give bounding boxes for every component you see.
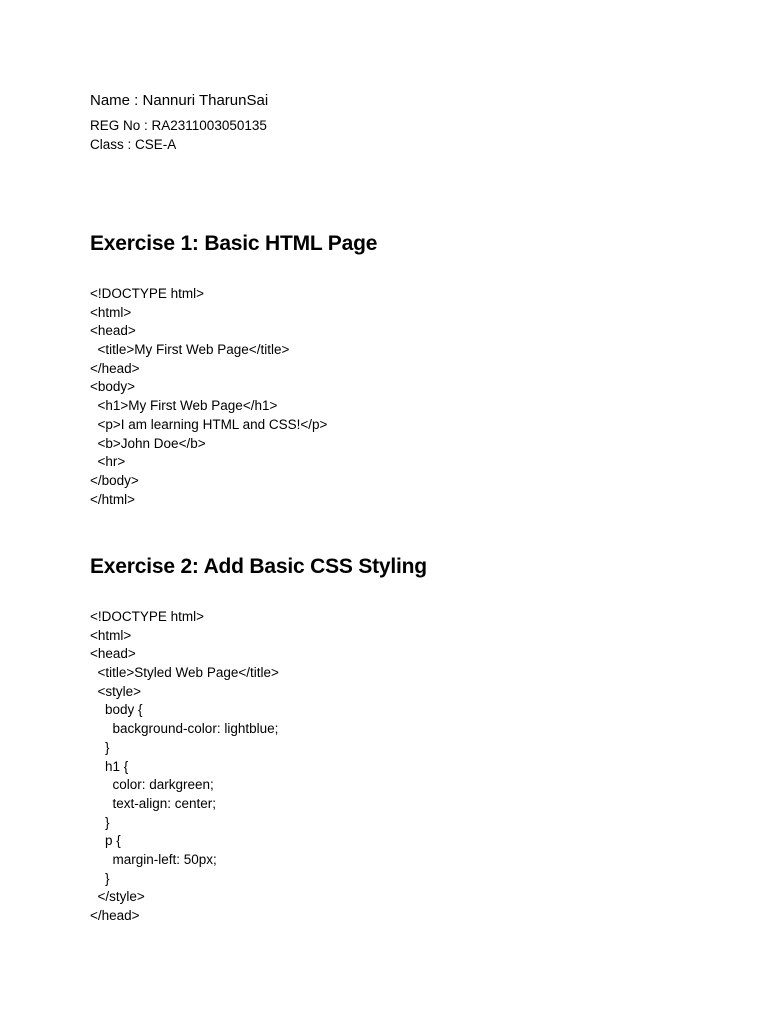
code-line: }	[90, 739, 110, 755]
code-line: background-color: lightblue;	[90, 721, 279, 737]
code-line: <head>	[90, 646, 136, 662]
code-line: p {	[90, 833, 121, 849]
code-line: text-align: center;	[90, 795, 217, 811]
code-line: margin-left: 50px;	[90, 851, 217, 867]
registration-number: REG No : RA2311003050135	[90, 118, 267, 133]
code-line: <hr>	[90, 454, 126, 470]
code-line: body {	[90, 702, 143, 718]
student-name: Name : Nannuri TharunSai	[90, 92, 269, 109]
code-line: h1 {	[90, 758, 129, 774]
code-line: </body>	[90, 472, 139, 488]
code-line: <html>	[90, 304, 132, 320]
code-line: <!DOCTYPE html>	[90, 286, 205, 301]
code-line: color: darkgreen;	[90, 777, 214, 793]
exercise-2-heading: Exercise 2: Add Basic CSS Styling	[90, 555, 427, 578]
code-line: </html>	[90, 491, 136, 507]
code-line: </head>	[90, 360, 140, 376]
code-line: }	[90, 814, 110, 830]
class-info: Class : CSE-A	[90, 136, 177, 152]
exercise-2-code	[90, 608, 279, 926]
code-line: <html>	[90, 627, 132, 643]
code-line: <title>My First Web Page</title>	[90, 342, 290, 358]
code-line: </style>	[90, 889, 145, 905]
code-line: <h1>My First Web Page</h1>	[90, 398, 278, 414]
code-line: <p>I am learning HTML and CSS!</p>	[90, 416, 328, 432]
code-line: </head>	[90, 908, 140, 923]
code-line: <b>John Doe</b>	[90, 435, 206, 451]
exercise-1-heading: Exercise 1: Basic HTML Page	[90, 232, 378, 255]
exercise-1-code	[90, 285, 327, 509]
code-line: <!DOCTYPE html>	[90, 609, 205, 624]
code-line: <body>	[90, 379, 136, 395]
code-line: }	[90, 870, 110, 886]
code-line: <head>	[90, 323, 136, 339]
code-line: <title>Styled Web Page</title>	[90, 665, 279, 681]
code-line: <style>	[90, 683, 142, 699]
